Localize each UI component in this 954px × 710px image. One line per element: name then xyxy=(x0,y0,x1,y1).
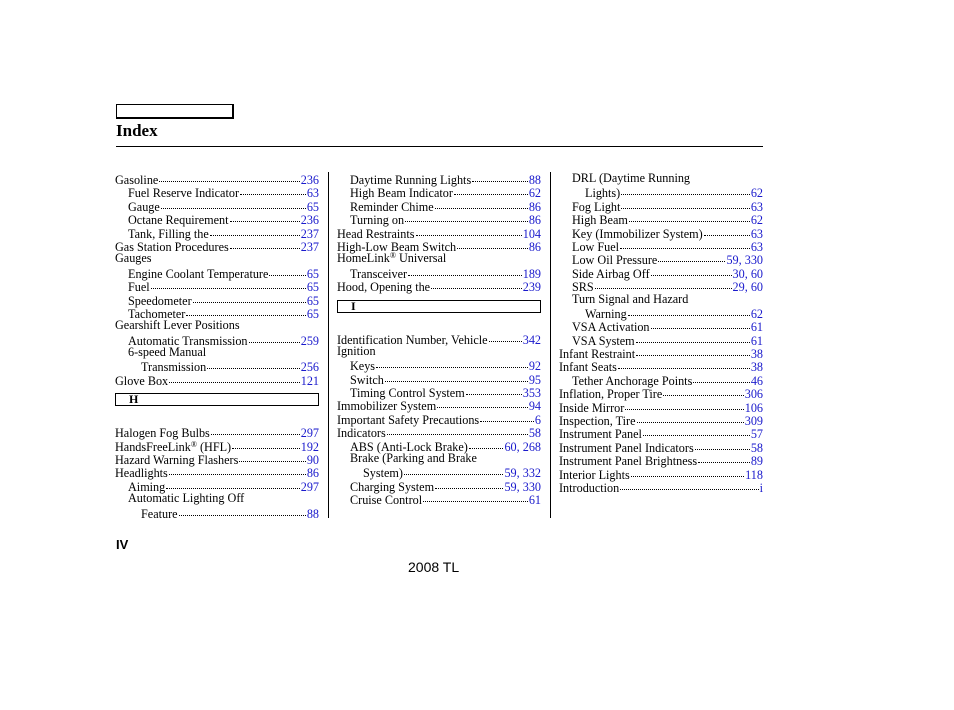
index-entry-text: 6-speed Manual xyxy=(128,345,207,360)
index-entry-text: Indicators xyxy=(337,426,386,441)
index-entry-label xyxy=(350,268,407,281)
index-entry-text: Lights) xyxy=(585,186,621,201)
page-reference-link[interactable]: 6 xyxy=(534,412,541,427)
dot-leader xyxy=(211,423,300,435)
index-entry-text: Switch xyxy=(350,372,384,387)
page-reference-link[interactable]: 61 xyxy=(750,320,763,335)
index-entry-label xyxy=(350,214,404,227)
page-reference-link[interactable]: 118 xyxy=(745,467,763,482)
dot-leader xyxy=(620,478,758,490)
page-reference-link[interactable]: 86 xyxy=(528,213,541,228)
index-entry-label xyxy=(128,228,209,241)
index-entry-text: VSA Activation xyxy=(572,320,650,335)
page-reference-link[interactable]: 237 xyxy=(300,239,319,254)
index-entry-text: Octane Requirement xyxy=(128,213,229,228)
page-reference-link[interactable]: 236 xyxy=(300,213,319,228)
page-reference-link[interactable]: 63 xyxy=(750,239,763,254)
page-reference-link[interactable]: 65 xyxy=(306,280,319,295)
page-reference-link[interactable]: 61 xyxy=(750,333,763,348)
page-reference-link[interactable]: 63 xyxy=(750,199,763,214)
index-entry-label xyxy=(115,319,240,332)
dot-leader xyxy=(207,357,299,369)
page-reference-link[interactable]: 86 xyxy=(528,239,541,254)
index-entry-text: System) xyxy=(363,466,403,481)
index-entry-label xyxy=(572,254,657,267)
index-entry-text: Speedometer xyxy=(128,293,192,308)
index-entry[interactable] xyxy=(115,333,319,346)
index-entry-label xyxy=(337,427,386,440)
dot-leader xyxy=(472,170,528,182)
index-entry-label xyxy=(350,481,434,494)
dot-leader xyxy=(466,383,522,395)
dot-leader xyxy=(628,304,750,316)
page-reference-link[interactable]: 306 xyxy=(744,387,763,402)
index-entry-label xyxy=(559,469,630,482)
index-entry-text: Fog Light xyxy=(572,199,621,214)
dot-leader xyxy=(489,330,522,342)
dot-leader xyxy=(620,237,750,249)
page-reference-link[interactable]: 256 xyxy=(300,360,319,375)
page-reference-link[interactable]: 236 xyxy=(300,173,319,187)
index-entry-label xyxy=(350,374,384,387)
index-entry-text: HandsFreeLink xyxy=(115,439,191,454)
index-entry-label xyxy=(572,214,628,227)
index-entry-text: Important Safety Precautions xyxy=(337,412,480,427)
index-entry-label xyxy=(115,174,158,187)
index-entry-label xyxy=(559,442,694,455)
index-entry-text: Daytime Running Lights xyxy=(350,173,472,187)
dot-leader xyxy=(698,451,750,463)
index-entry-text: HomeLink xyxy=(337,251,390,266)
index-entry-label xyxy=(115,375,168,388)
index-entry-text: Identification Number, Vehicle xyxy=(337,332,488,347)
dot-leader xyxy=(159,170,299,182)
index-entry-label xyxy=(559,402,624,415)
index-entry-label xyxy=(128,295,192,308)
index-entry-text: Infant Restraint xyxy=(559,347,636,362)
page-reference-link[interactable]: 192 xyxy=(300,439,319,454)
index-entry-text: SRS xyxy=(572,280,594,295)
dot-leader xyxy=(469,437,504,449)
dot-leader xyxy=(376,356,528,368)
page-reference-link[interactable]: 189 xyxy=(522,266,541,281)
index-entry-text: Instrument Panel Brightness xyxy=(559,454,698,469)
dot-leader xyxy=(658,250,725,262)
index-entry-text: Ignition xyxy=(337,343,376,358)
index-entry-text: Aiming xyxy=(128,479,166,494)
title-divider xyxy=(116,146,763,147)
index-entry[interactable] xyxy=(115,479,319,492)
index-entry-text: Interior Lights xyxy=(559,467,630,482)
dot-leader xyxy=(435,477,503,489)
dot-leader xyxy=(637,411,744,423)
page-reference-link[interactable]: 60, 268 xyxy=(504,439,541,454)
page-reference-link[interactable]: 29, 60 xyxy=(732,280,763,295)
dot-leader xyxy=(695,438,750,450)
index-entry-suffix: (HFL) xyxy=(196,439,232,454)
dot-leader xyxy=(230,237,300,249)
index-entry-label xyxy=(572,335,635,348)
page-reference-link[interactable]: 65 xyxy=(306,293,319,308)
index-entry-label xyxy=(337,345,376,358)
index-column-2 xyxy=(337,172,541,506)
page-reference-link[interactable]: 95 xyxy=(528,372,541,387)
dot-leader xyxy=(704,224,750,236)
page-reference-link[interactable]: 88 xyxy=(306,506,319,521)
page-reference-link[interactable]: 62 xyxy=(528,186,541,201)
page-number: IV xyxy=(116,537,129,552)
dot-leader xyxy=(693,371,749,383)
index-entry-text: Transceiver xyxy=(350,266,408,281)
dot-leader xyxy=(636,331,750,343)
index-entry-text: Head Restraints xyxy=(337,226,415,241)
index-entry-label xyxy=(141,508,178,521)
index-entry-text: Engine Coolant Temperature xyxy=(128,266,269,281)
index-entry-label xyxy=(128,346,206,359)
dot-leader xyxy=(387,423,528,435)
index-entry-text: Hood, Opening the xyxy=(337,280,431,295)
section-header: I xyxy=(337,300,541,313)
index-entry-label xyxy=(337,400,436,413)
dot-leader xyxy=(651,317,750,329)
index-entry-text: High Beam Indicator xyxy=(350,186,453,201)
index-entry-text: ABS (Anti-Lock Brake) xyxy=(350,439,468,454)
index-column-1 xyxy=(115,172,319,519)
index-entry[interactable] xyxy=(115,373,319,386)
index-entry-label xyxy=(363,467,403,480)
dot-leader xyxy=(416,224,522,236)
index-entry-text: Halogen Fog Bulbs xyxy=(115,426,210,441)
index-entry-label xyxy=(559,482,619,495)
index-entry-text: Turn Signal and Hazard xyxy=(572,291,689,306)
index-entry-text: Charging System xyxy=(350,479,435,494)
index-entry-text: Brake (Parking and Brake xyxy=(350,451,477,466)
index-entry-text: Instrument Panel xyxy=(559,427,642,442)
index-entry[interactable] xyxy=(337,332,541,345)
index-entry-text: Feature xyxy=(141,506,178,521)
index-entry-label xyxy=(115,427,210,440)
index-entry-label xyxy=(128,201,160,214)
dot-leader xyxy=(423,490,528,502)
index-entry-label xyxy=(115,467,168,480)
page-reference-link[interactable]: 46 xyxy=(750,373,763,388)
index-entry-text: Tank, Filling the xyxy=(128,226,209,241)
index-entry-text: Keys xyxy=(350,359,376,374)
page-reference-link[interactable]: 94 xyxy=(528,399,541,414)
index-entry-text: Introduction xyxy=(559,480,620,495)
dot-leader xyxy=(230,210,300,222)
page-reference-link[interactable]: 62 xyxy=(750,306,763,321)
index-entry-label xyxy=(585,308,627,321)
index-entry-text: Timing Control System xyxy=(350,386,465,401)
page-reference-link[interactable]: 86 xyxy=(528,199,541,214)
index-entry-text: DRL (Daytime Running xyxy=(572,171,691,185)
page-reference-link[interactable]: 259 xyxy=(300,333,319,348)
dot-leader xyxy=(240,183,306,195)
index-entry-label xyxy=(585,187,620,200)
dot-leader xyxy=(269,264,305,276)
dot-leader xyxy=(643,424,750,436)
index-entry[interactable] xyxy=(337,492,541,508)
index-entry-text: Tether Anchorage Points xyxy=(572,373,693,388)
index-entry-text: Fuel xyxy=(128,280,150,295)
page-reference-link[interactable]: 121 xyxy=(300,373,319,388)
page-reference-link[interactable]: 353 xyxy=(522,386,541,401)
dot-leader xyxy=(621,197,749,209)
page-reference-link[interactable]: 65 xyxy=(306,306,319,321)
page-reference-link[interactable]: 86 xyxy=(306,466,319,481)
index-entry-label xyxy=(572,201,620,214)
index-entry-label xyxy=(559,415,636,428)
page-reference-link[interactable]: 61 xyxy=(528,493,541,508)
index-entry-text: Immobilizer System xyxy=(337,399,437,414)
page-reference-link[interactable]: 38 xyxy=(750,360,763,375)
index-entry-label xyxy=(350,494,422,507)
index-entry-label xyxy=(572,241,619,254)
index-entry[interactable] xyxy=(115,239,319,252)
page-reference-link[interactable]: 342 xyxy=(522,332,541,347)
page-reference-link[interactable]: 57 xyxy=(750,427,763,442)
page-reference-link[interactable]: 62 xyxy=(750,186,763,201)
index-entry-label xyxy=(559,361,617,374)
index-entry-text: Instrument Panel Indicators xyxy=(559,440,694,455)
page-reference-link[interactable]: 92 xyxy=(528,359,541,374)
dot-leader xyxy=(169,371,300,383)
dot-leader xyxy=(621,183,750,195)
dot-leader xyxy=(408,264,522,276)
dot-leader xyxy=(625,398,743,410)
dot-leader xyxy=(385,370,528,382)
index-entry-label xyxy=(115,441,231,454)
page-reference-link[interactable]: 59, 330 xyxy=(726,253,763,268)
index-entry-text: High-Low Beam Switch xyxy=(337,239,457,254)
dot-leader xyxy=(651,264,732,276)
dot-leader xyxy=(618,357,750,369)
index-entry-label xyxy=(559,428,642,441)
index-entry-suffix: Universal xyxy=(395,251,447,266)
index-entry-text: Tachometer xyxy=(128,306,186,321)
dot-leader xyxy=(595,277,732,289)
index-entry[interactable] xyxy=(559,480,763,493)
dot-leader xyxy=(631,465,744,477)
page-reference-link[interactable]: 104 xyxy=(522,226,541,241)
dot-leader xyxy=(151,277,306,289)
index-entry-text: Hazard Warning Flashers xyxy=(115,453,239,468)
page-reference-link[interactable]: 63 xyxy=(306,186,319,201)
index-entry-label xyxy=(337,228,415,241)
index-entry-text: Automatic Transmission xyxy=(128,333,248,348)
index-entry-text: Warning xyxy=(585,306,627,321)
index-entry-text: Cruise Control xyxy=(350,493,423,508)
page-reference-link[interactable]: 30, 60 xyxy=(732,266,763,281)
page-reference-link[interactable]: 58 xyxy=(528,426,541,441)
index-column-3 xyxy=(559,172,763,493)
column-divider xyxy=(550,172,551,518)
dot-leader xyxy=(454,183,528,195)
dot-leader xyxy=(437,396,528,408)
index-entry-text: Key (Immobilizer System) xyxy=(572,226,703,241)
index-entry-text: Inside Mirror xyxy=(559,400,625,415)
index-entry[interactable] xyxy=(115,306,319,319)
dot-leader xyxy=(166,477,299,489)
page-reference-link[interactable]: 90 xyxy=(306,453,319,468)
index-entry[interactable] xyxy=(337,279,541,295)
dot-leader xyxy=(239,450,305,462)
page-reference-link[interactable]: 237 xyxy=(300,226,319,241)
index-entry-text: Inflation, Proper Tire xyxy=(559,387,663,402)
footer-model: 2008 TL xyxy=(408,559,460,575)
dot-leader xyxy=(457,237,528,249)
index-entry-text: Fuel Reserve Indicator xyxy=(128,186,240,201)
dot-leader xyxy=(232,437,300,449)
dot-leader xyxy=(431,277,522,289)
index-entry-text: Glove Box xyxy=(115,373,169,388)
page-reference-link[interactable]: 58 xyxy=(750,440,763,455)
index-entry-text: Gas Station Procedures xyxy=(115,239,229,254)
page-reference-link[interactable]: 89 xyxy=(750,454,763,469)
dot-leader xyxy=(249,331,300,343)
page-reference-link[interactable]: 88 xyxy=(528,173,541,187)
page-reference-link[interactable]: 59, 330 xyxy=(504,479,541,494)
dot-leader xyxy=(210,224,300,236)
dot-leader xyxy=(636,344,750,356)
header-tab-box xyxy=(116,104,234,119)
dot-leader xyxy=(169,463,306,475)
dot-leader xyxy=(629,210,750,222)
index-entry-text: VSA System xyxy=(572,333,635,348)
index-entry-text: High Beam xyxy=(572,213,628,228)
index-entry-text: Gauges xyxy=(115,251,152,266)
dot-leader xyxy=(663,384,743,396)
page-reference-link[interactable]: 38 xyxy=(750,347,763,362)
page-reference-link[interactable]: 297 xyxy=(300,426,319,441)
dot-leader xyxy=(405,210,528,222)
index-entry-text: Infant Seats xyxy=(559,360,617,375)
page-reference-link[interactable]: 59, 332 xyxy=(504,466,541,481)
index-entry[interactable] xyxy=(337,439,541,452)
dot-leader xyxy=(179,504,306,516)
index-entry-text: Side Airbag Off xyxy=(572,266,650,281)
page-reference-link[interactable]: 297 xyxy=(300,479,319,494)
page-reference-link[interactable]: 106 xyxy=(744,400,763,415)
index-entry[interactable] xyxy=(115,506,319,519)
index-entry-text: Gauge xyxy=(128,199,160,214)
index-entry[interactable] xyxy=(337,239,541,252)
index-entry-text: Automatic Lighting Off xyxy=(128,491,245,506)
index-entry-text: Gearshift Lever Positions xyxy=(115,318,240,333)
index-entry-text: Reminder Chime xyxy=(350,199,434,214)
index-entry-text: Low Oil Pressure xyxy=(572,253,658,268)
dot-leader xyxy=(186,304,305,316)
dot-leader xyxy=(480,410,534,422)
index-entry-text: Headlights xyxy=(115,466,168,481)
page-reference-link[interactable]: 65 xyxy=(306,199,319,214)
page-reference-link[interactable]: 309 xyxy=(744,414,763,429)
page-reference-link[interactable]: 63 xyxy=(750,226,763,241)
index-entry-text: Inspection, Tire xyxy=(559,414,636,429)
index-entry-label xyxy=(350,360,375,373)
index-entry-label xyxy=(128,281,150,294)
registered-mark: ® xyxy=(389,251,396,261)
registered-mark: ® xyxy=(190,439,197,449)
page-reference-link[interactable]: 239 xyxy=(522,280,541,295)
dot-leader xyxy=(435,197,528,209)
index-entry[interactable] xyxy=(559,279,763,295)
dot-leader xyxy=(193,291,306,303)
index-entry-text: Low Fuel xyxy=(572,239,620,254)
page-reference-link[interactable]: i xyxy=(759,480,763,495)
page-reference-link[interactable]: 65 xyxy=(306,266,319,281)
dot-leader xyxy=(161,197,306,209)
index-entry-text: Gasoline xyxy=(115,173,159,187)
index-entry-text: Transmission xyxy=(141,360,207,375)
page-title: Index xyxy=(116,121,158,140)
index-entry[interactable] xyxy=(337,425,541,441)
page-reference-link[interactable]: 62 xyxy=(750,213,763,228)
dot-leader xyxy=(404,463,503,475)
section-header: H xyxy=(115,393,319,406)
index-entry-label xyxy=(337,281,430,294)
index-entry-text: Turning on xyxy=(350,213,405,228)
column-divider xyxy=(328,172,329,518)
index-entry-label xyxy=(115,252,152,265)
